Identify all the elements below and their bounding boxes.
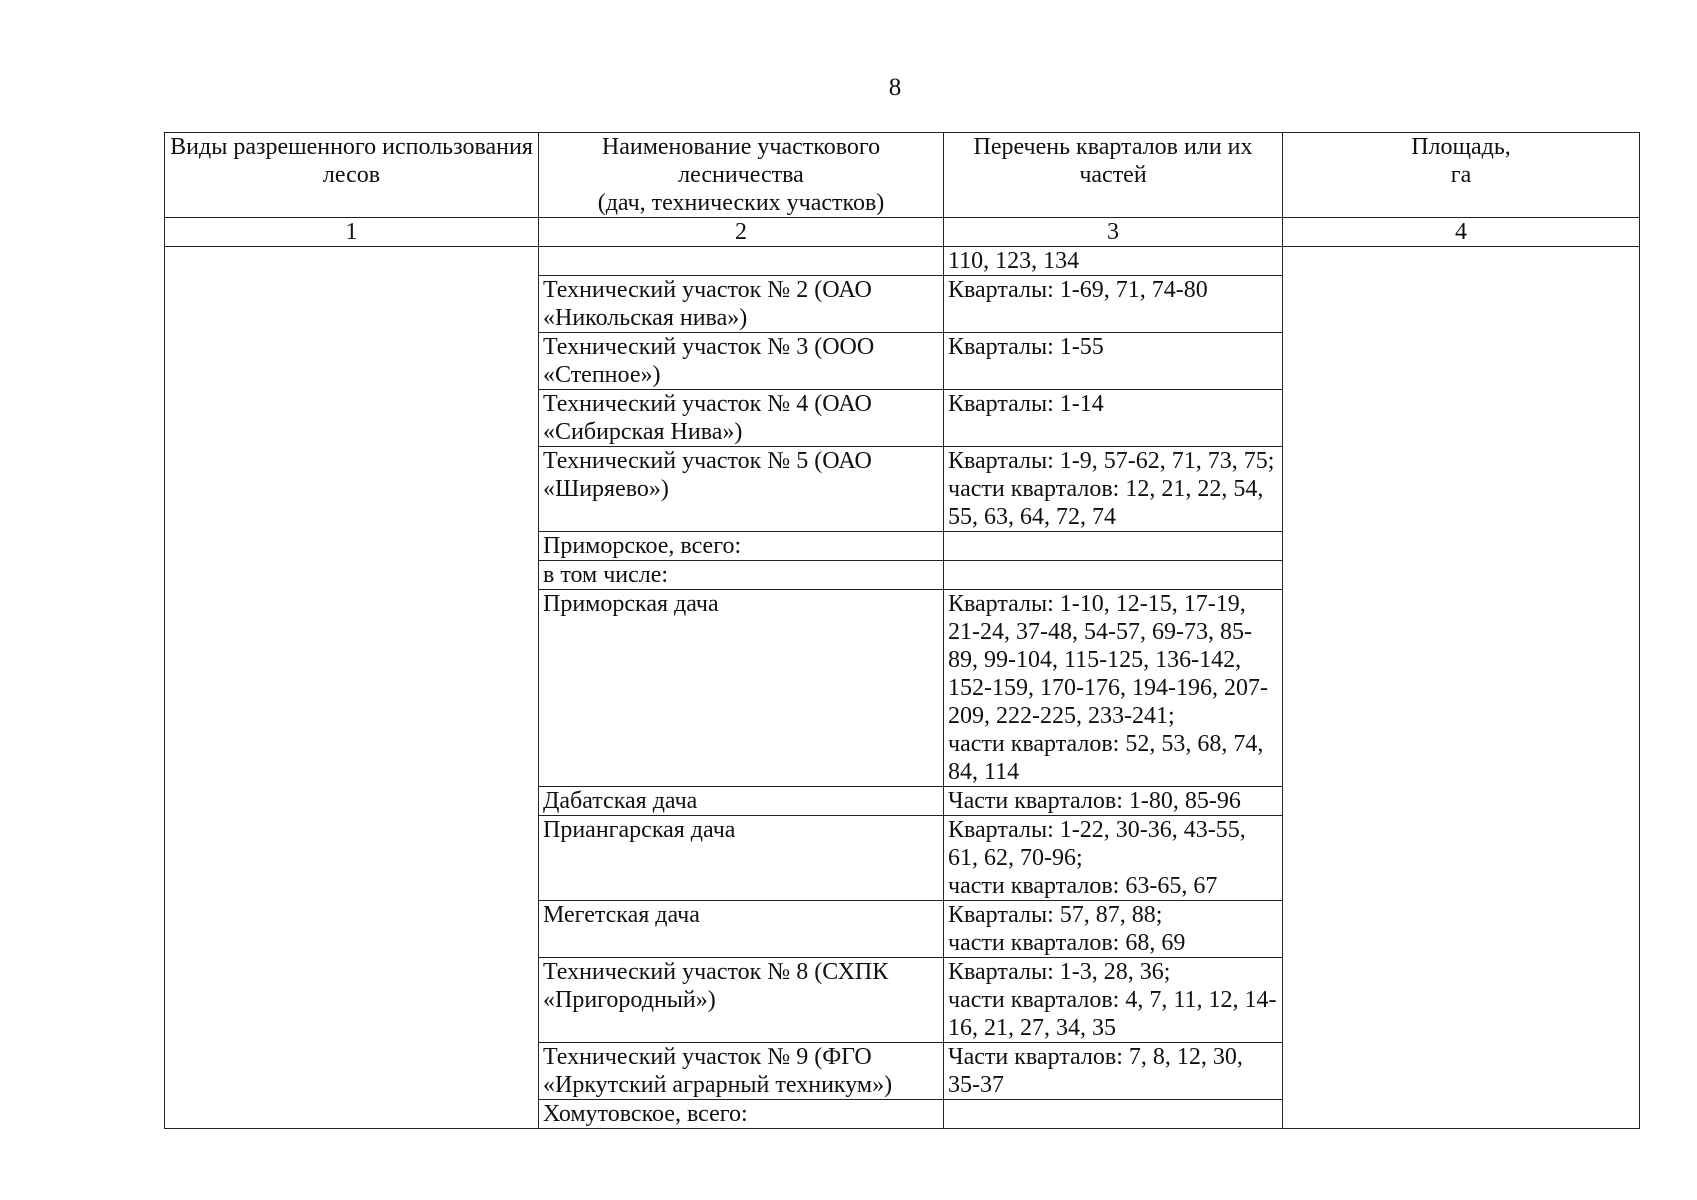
forestry-name-cell <box>539 247 944 276</box>
quarters-cell: Кварталы: 1-9, 57-62, 71, 73, 75; части кварталов: 12, 21, 22, 54, 55, 63, 64, 72, 74 <box>944 447 1283 532</box>
quarters-cell: Части кварталов: 1-80, 85-96 <box>944 787 1283 816</box>
quarters-cell: Части кварталов: 7, 8, 12, 30, 35-37 <box>944 1043 1283 1100</box>
forestry-name-cell: Мегетская дача <box>539 901 944 958</box>
quarters-cell: Кварталы: 1-14 <box>944 390 1283 447</box>
quarters-cell: Кварталы: 57, 87, 88; части кварталов: 68, 69 <box>944 901 1283 958</box>
forestry-name-cell: Приморская дача <box>539 590 944 787</box>
column-number: 1 <box>165 218 539 247</box>
header-quarters-list: Перечень кварталов или их частей <box>944 133 1283 218</box>
quarters-cell: Кварталы: 1-3, 28, 36; части кварталов: 4, 7, 11, 12, 14- 16, 21, 27, 34, 35 <box>944 958 1283 1043</box>
area-cell <box>1283 247 1640 1129</box>
header-usage-type: Виды разрешенного использования лесов <box>165 133 539 218</box>
forestry-name-cell: Технический участок № 2 (ОАО «Никольская нива») <box>539 276 944 333</box>
quarters-cell: 110, 123, 134 <box>944 247 1283 276</box>
forestry-name-cell: Приангарская дача <box>539 816 944 901</box>
forest-use-table <box>164 132 1640 1129</box>
column-number-row <box>165 218 1640 247</box>
table-row <box>165 247 1640 276</box>
forestry-name-cell: Технический участок № 9 (ФГО «Иркутский аграрный техникум») <box>539 1043 944 1100</box>
forestry-name-cell: Технический участок № 3 (ООО «Степное») <box>539 333 944 390</box>
quarters-cell: Кварталы: 1-69, 71, 74-80 <box>944 276 1283 333</box>
quarters-cell <box>944 561 1283 590</box>
usage-type-cell <box>165 247 539 1129</box>
forestry-name-cell: Технический участок № 8 (СХПК «Пригородный») <box>539 958 944 1043</box>
header-area: Площадь, га <box>1283 133 1640 218</box>
header-forestry-name: Наименование участкового лесничества (дач, технических участков) <box>539 133 944 218</box>
forestry-name-cell: в том числе: <box>539 561 944 590</box>
forestry-name-cell: Хомутовское, всего: <box>539 1100 944 1129</box>
quarters-cell: Кварталы: 1-10, 12-15, 17-19, 21-24, 37-48, 54-57, 69-73, 85- 89, 99-104, 115-125, 136-142, 152-159, 170-176, 194-196, 207- 209, 222-225, 233-241; части кварталов: 52, 53, 68, 74, 84, 114 <box>944 590 1283 787</box>
quarters-cell: Кварталы: 1-22, 30-36, 43-55, 61, 62, 70-96; части кварталов: 63-65, 67 <box>944 816 1283 901</box>
header-row <box>165 133 1640 218</box>
quarters-cell <box>944 532 1283 561</box>
quarters-cell: Кварталы: 1-55 <box>944 333 1283 390</box>
forestry-name-cell: Дабатская дача <box>539 787 944 816</box>
column-number: 2 <box>539 218 944 247</box>
quarters-cell <box>944 1100 1283 1129</box>
table-body <box>165 247 1640 1129</box>
column-number: 4 <box>1283 218 1640 247</box>
forestry-name-cell: Технический участок № 4 (ОАО «Сибирская Нива») <box>539 390 944 447</box>
page-number: 8 <box>888 74 902 101</box>
forestry-name-cell: Приморское, всего: <box>539 532 944 561</box>
column-number: 3 <box>944 218 1283 247</box>
forestry-name-cell: Технический участок № 5 (ОАО «Ширяево») <box>539 447 944 532</box>
